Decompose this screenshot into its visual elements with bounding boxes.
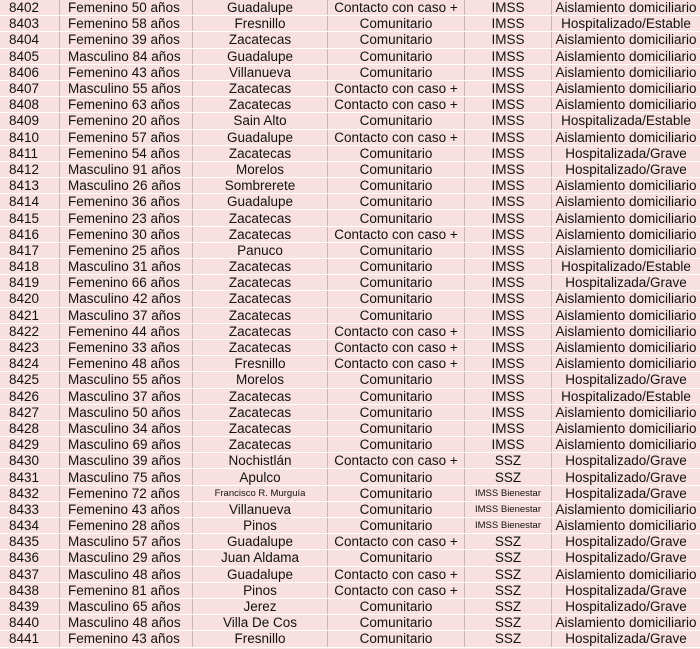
status-cell: Hospitalizada/Grave xyxy=(552,631,700,647)
case-id-cell: 8404 xyxy=(0,32,60,48)
case-id-cell: 8427 xyxy=(0,404,60,420)
status-cell: Hospitalizado/Estable xyxy=(552,259,700,275)
sex-age-cell: Femenino 50 años xyxy=(60,0,193,16)
status-cell: Aislamiento domiciliario xyxy=(552,615,700,631)
municipality-cell: Sain Alto xyxy=(193,113,328,129)
case-id-cell: 8440 xyxy=(0,615,60,631)
transmission-type-cell: Contacto con caso + xyxy=(328,534,465,550)
sex-age-cell: Masculino 65 años xyxy=(60,598,193,614)
transmission-type-cell: Comunitario xyxy=(328,388,465,404)
sex-age-cell: Femenino 63 años xyxy=(60,97,193,113)
status-cell: Aislamiento domiciliario xyxy=(552,404,700,420)
institution-cell: IMSS Bienestar xyxy=(465,518,552,534)
transmission-type-cell: Comunitario xyxy=(328,615,465,631)
case-id-cell: 8402 xyxy=(0,0,60,16)
status-cell: Aislamiento domiciliario xyxy=(552,323,700,339)
institution-cell: IMSS xyxy=(465,323,552,339)
sex-age-cell: Masculino 26 años xyxy=(60,178,193,194)
transmission-type-cell: Comunitario xyxy=(328,16,465,32)
status-cell: Hospitalizado/Grave xyxy=(552,534,700,550)
municipality-cell: Sombrerete xyxy=(193,178,328,194)
case-id-cell: 8438 xyxy=(0,582,60,598)
sex-age-cell: Masculino 48 años xyxy=(60,566,193,582)
institution-cell: SSZ xyxy=(465,615,552,631)
institution-cell: IMSS xyxy=(465,32,552,48)
sex-age-cell: Masculino 31 años xyxy=(60,259,193,275)
transmission-type-cell: Comunitario xyxy=(328,501,465,517)
case-id-cell: 8439 xyxy=(0,598,60,614)
table-row xyxy=(0,437,700,453)
table-row xyxy=(0,534,700,550)
table-row xyxy=(0,210,700,226)
status-cell: Hospitalizado/Grave xyxy=(552,550,700,566)
status-cell: Aislamiento domiciliario xyxy=(552,420,700,436)
table-row xyxy=(0,161,700,177)
sex-age-cell: Femenino 25 años xyxy=(60,242,193,258)
institution-cell: IMSS xyxy=(465,404,552,420)
municipality-cell: Zacatecas xyxy=(193,437,328,453)
case-id-cell: 8430 xyxy=(0,453,60,469)
sex-age-cell: Masculino 29 años xyxy=(60,550,193,566)
table-row xyxy=(0,48,700,64)
status-cell: Aislamiento domiciliario xyxy=(552,226,700,242)
transmission-type-cell: Comunitario xyxy=(328,178,465,194)
sex-age-cell: Masculino 37 años xyxy=(60,307,193,323)
institution-cell: IMSS xyxy=(465,161,552,177)
status-cell: Aislamiento domiciliario xyxy=(552,307,700,323)
table-row xyxy=(0,291,700,307)
table-row xyxy=(0,194,700,210)
municipality-cell: Guadalupe xyxy=(193,194,328,210)
status-cell: Hospitalizado/Estable xyxy=(552,388,700,404)
institution-cell: SSZ xyxy=(465,550,552,566)
case-id-cell: 8415 xyxy=(0,210,60,226)
table-row xyxy=(0,501,700,517)
transmission-type-cell: Comunitario xyxy=(328,210,465,226)
municipality-cell: Nochistlán xyxy=(193,453,328,469)
sex-age-cell: Femenino 36 años xyxy=(60,194,193,210)
table-row xyxy=(0,259,700,275)
case-id-cell: 8416 xyxy=(0,226,60,242)
transmission-type-cell: Contacto con caso + xyxy=(328,339,465,355)
transmission-type-cell: Comunitario xyxy=(328,598,465,614)
institution-cell: SSZ xyxy=(465,534,552,550)
status-cell: Aislamiento domiciliario xyxy=(552,64,700,80)
sex-age-cell: Femenino 72 años xyxy=(60,485,193,501)
institution-cell: IMSS xyxy=(465,307,552,323)
institution-cell: IMSS Bienestar xyxy=(465,501,552,517)
municipality-cell: Guadalupe xyxy=(193,566,328,582)
institution-cell: IMSS xyxy=(465,226,552,242)
status-cell: Hospitalizado/Grave xyxy=(552,453,700,469)
institution-cell: IMSS xyxy=(465,97,552,113)
transmission-type-cell: Contacto con caso + xyxy=(328,0,465,16)
case-id-cell: 8410 xyxy=(0,129,60,145)
status-cell: Hospitalizado/Estable xyxy=(552,16,700,32)
institution-cell: IMSS xyxy=(465,437,552,453)
table-row xyxy=(0,615,700,631)
case-id-cell: 8403 xyxy=(0,16,60,32)
municipality-cell: Zacatecas xyxy=(193,32,328,48)
case-id-cell: 8406 xyxy=(0,64,60,80)
municipality-cell: Zacatecas xyxy=(193,210,328,226)
case-id-cell: 8420 xyxy=(0,291,60,307)
case-id-cell: 8422 xyxy=(0,323,60,339)
table-row xyxy=(0,323,700,339)
table-row xyxy=(0,226,700,242)
municipality-cell: Zacatecas xyxy=(193,323,328,339)
sex-age-cell: Femenino 43 años xyxy=(60,64,193,80)
municipality-cell: Jerez xyxy=(193,598,328,614)
case-id-cell: 8432 xyxy=(0,485,60,501)
institution-cell: IMSS xyxy=(465,242,552,258)
sex-age-cell: Femenino 48 años xyxy=(60,356,193,372)
institution-cell: SSZ xyxy=(465,566,552,582)
transmission-type-cell: Contacto con caso + xyxy=(328,80,465,96)
institution-cell: SSZ xyxy=(465,453,552,469)
institution-cell: IMSS xyxy=(465,80,552,96)
status-cell: Hospitalizada/Grave xyxy=(552,275,700,291)
sex-age-cell: Masculino 37 años xyxy=(60,388,193,404)
status-cell: Aislamiento domiciliario xyxy=(552,178,700,194)
sex-age-cell: Masculino 55 años xyxy=(60,372,193,388)
transmission-type-cell: Comunitario xyxy=(328,631,465,647)
case-id-cell: 8413 xyxy=(0,178,60,194)
status-cell: Hospitalizada/Estable xyxy=(552,113,700,129)
municipality-cell: Zacatecas xyxy=(193,97,328,113)
institution-cell: IMSS xyxy=(465,0,552,16)
transmission-type-cell: Comunitario xyxy=(328,161,465,177)
status-cell: Aislamiento domiciliario xyxy=(552,194,700,210)
case-id-cell: 8412 xyxy=(0,161,60,177)
municipality-cell: Fresnillo xyxy=(193,16,328,32)
table-row xyxy=(0,598,700,614)
municipality-cell: Zacatecas xyxy=(193,226,328,242)
municipality-cell: Morelos xyxy=(193,372,328,388)
case-id-cell: 8428 xyxy=(0,420,60,436)
transmission-type-cell: Comunitario xyxy=(328,145,465,161)
case-id-cell: 8434 xyxy=(0,518,60,534)
municipality-cell: Fresnillo xyxy=(193,631,328,647)
case-id-cell: 8417 xyxy=(0,242,60,258)
case-id-cell: 8411 xyxy=(0,145,60,161)
table-row xyxy=(0,242,700,258)
table-row xyxy=(0,420,700,436)
sex-age-cell: Masculino 34 años xyxy=(60,420,193,436)
transmission-type-cell: Comunitario xyxy=(328,259,465,275)
transmission-type-cell: Comunitario xyxy=(328,242,465,258)
institution-cell: IMSS xyxy=(465,275,552,291)
status-cell: Aislamiento domiciliario xyxy=(552,97,700,113)
institution-cell: SSZ xyxy=(465,469,552,485)
transmission-type-cell: Comunitario xyxy=(328,550,465,566)
status-cell: Aislamiento domiciliario xyxy=(552,339,700,355)
transmission-type-cell: Contacto con caso + xyxy=(328,97,465,113)
table-row xyxy=(0,356,700,372)
municipality-cell: Juan Aldama xyxy=(193,550,328,566)
sex-age-cell: Masculino 84 años xyxy=(60,48,193,64)
transmission-type-cell: Comunitario xyxy=(328,437,465,453)
transmission-type-cell: Contacto con caso + xyxy=(328,582,465,598)
institution-cell: IMSS xyxy=(465,372,552,388)
table-row xyxy=(0,129,700,145)
municipality-cell: Morelos xyxy=(193,161,328,177)
transmission-type-cell: Comunitario xyxy=(328,485,465,501)
sex-age-cell: Femenino 44 años xyxy=(60,323,193,339)
status-cell: Aislamiento domiciliario xyxy=(552,356,700,372)
case-id-cell: 8425 xyxy=(0,372,60,388)
institution-cell: IMSS xyxy=(465,291,552,307)
table-row xyxy=(0,145,700,161)
table-row xyxy=(0,0,700,16)
table-row xyxy=(0,32,700,48)
sex-age-cell: Femenino 33 años xyxy=(60,339,193,355)
sex-age-cell: Femenino 20 años xyxy=(60,113,193,129)
municipality-cell: Guadalupe xyxy=(193,129,328,145)
sex-age-cell: Femenino 39 años xyxy=(60,32,193,48)
case-id-cell: 8435 xyxy=(0,534,60,550)
transmission-type-cell: Contacto con caso + xyxy=(328,323,465,339)
municipality-cell: Villa De Cos xyxy=(193,615,328,631)
status-cell: Hospitalizado/Grave xyxy=(552,161,700,177)
case-id-cell: 8437 xyxy=(0,566,60,582)
table-row xyxy=(0,566,700,582)
municipality-cell: Apulco xyxy=(193,469,328,485)
transmission-type-cell: Comunitario xyxy=(328,307,465,323)
municipality-cell: Fresnillo xyxy=(193,356,328,372)
table-row xyxy=(0,339,700,355)
sex-age-cell: Masculino 75 años xyxy=(60,469,193,485)
transmission-type-cell: Comunitario xyxy=(328,113,465,129)
table-row xyxy=(0,388,700,404)
municipality-cell: Villanueva xyxy=(193,501,328,517)
institution-cell: IMSS xyxy=(465,210,552,226)
table-row xyxy=(0,631,700,647)
transmission-type-cell: Comunitario xyxy=(328,372,465,388)
sex-age-cell: Femenino 23 años xyxy=(60,210,193,226)
sex-age-cell: Masculino 91 años xyxy=(60,161,193,177)
transmission-type-cell: Comunitario xyxy=(328,404,465,420)
municipality-cell: Zacatecas xyxy=(193,145,328,161)
sex-age-cell: Masculino 69 años xyxy=(60,437,193,453)
institution-cell: IMSS xyxy=(465,339,552,355)
institution-cell: IMSS xyxy=(465,194,552,210)
transmission-type-cell: Comunitario xyxy=(328,291,465,307)
institution-cell: SSZ xyxy=(465,598,552,614)
institution-cell: IMSS xyxy=(465,129,552,145)
status-cell: Hospitalizada/Grave xyxy=(552,145,700,161)
table-row xyxy=(0,485,700,501)
case-id-cell: 8426 xyxy=(0,388,60,404)
municipality-cell: Francisco R. Murguía xyxy=(193,485,328,501)
institution-cell: IMSS xyxy=(465,356,552,372)
sex-age-cell: Femenino 66 años xyxy=(60,275,193,291)
table-row xyxy=(0,178,700,194)
case-id-cell: 8421 xyxy=(0,307,60,323)
status-cell: Aislamiento domiciliario xyxy=(552,437,700,453)
status-cell: Aislamiento domiciliario xyxy=(552,32,700,48)
table-row xyxy=(0,307,700,323)
table-row xyxy=(0,64,700,80)
case-id-cell: 8408 xyxy=(0,97,60,113)
transmission-type-cell: Comunitario xyxy=(328,275,465,291)
transmission-type-cell: Contacto con caso + xyxy=(328,566,465,582)
table-row xyxy=(0,275,700,291)
table-row xyxy=(0,97,700,113)
sex-age-cell: Masculino 39 años xyxy=(60,453,193,469)
sex-age-cell: Masculino 42 años xyxy=(60,291,193,307)
table-row xyxy=(0,372,700,388)
sex-age-cell: Femenino 30 años xyxy=(60,226,193,242)
sex-age-cell: Femenino 58 años xyxy=(60,16,193,32)
status-cell: Hospitalizada/Grave xyxy=(552,582,700,598)
municipality-cell: Panuco xyxy=(193,242,328,258)
case-id-cell: 8423 xyxy=(0,339,60,355)
table-row xyxy=(0,113,700,129)
municipality-cell: Guadalupe xyxy=(193,48,328,64)
table-row xyxy=(0,518,700,534)
transmission-type-cell: Comunitario xyxy=(328,469,465,485)
municipality-cell: Zacatecas xyxy=(193,307,328,323)
status-cell: Hospitalizado/Grave xyxy=(552,372,700,388)
table-row xyxy=(0,550,700,566)
transmission-type-cell: Contacto con caso + xyxy=(328,453,465,469)
institution-cell: IMSS Bienestar xyxy=(465,485,552,501)
case-id-cell: 8431 xyxy=(0,469,60,485)
institution-cell: SSZ xyxy=(465,631,552,647)
transmission-type-cell: Contacto con caso + xyxy=(328,226,465,242)
case-id-cell: 8418 xyxy=(0,259,60,275)
status-cell: Aislamiento domiciliario xyxy=(552,129,700,145)
municipality-cell: Zacatecas xyxy=(193,291,328,307)
table-row xyxy=(0,469,700,485)
case-id-cell: 8433 xyxy=(0,501,60,517)
table-row xyxy=(0,16,700,32)
transmission-type-cell: Contacto con caso + xyxy=(328,356,465,372)
municipality-cell: Guadalupe xyxy=(193,534,328,550)
municipality-cell: Zacatecas xyxy=(193,339,328,355)
transmission-type-cell: Comunitario xyxy=(328,64,465,80)
transmission-type-cell: Comunitario xyxy=(328,48,465,64)
sex-age-cell: Masculino 48 años xyxy=(60,615,193,631)
case-id-cell: 8409 xyxy=(0,113,60,129)
municipality-cell: Pinos xyxy=(193,582,328,598)
institution-cell: IMSS xyxy=(465,420,552,436)
status-cell: Aislamiento domiciliario xyxy=(552,48,700,64)
institution-cell: IMSS xyxy=(465,48,552,64)
institution-cell: IMSS xyxy=(465,388,552,404)
municipality-cell: Zacatecas xyxy=(193,80,328,96)
institution-cell: SSZ xyxy=(465,582,552,598)
transmission-type-cell: Comunitario xyxy=(328,194,465,210)
sex-age-cell: Femenino 81 años xyxy=(60,582,193,598)
sex-age-cell: Masculino 55 años xyxy=(60,80,193,96)
municipality-cell: Zacatecas xyxy=(193,420,328,436)
table-row xyxy=(0,80,700,96)
institution-cell: IMSS xyxy=(465,16,552,32)
sex-age-cell: Femenino 57 años xyxy=(60,129,193,145)
institution-cell: IMSS xyxy=(465,178,552,194)
sex-age-cell: Femenino 43 años xyxy=(60,501,193,517)
transmission-type-cell: Comunitario xyxy=(328,32,465,48)
case-id-cell: 8407 xyxy=(0,80,60,96)
status-cell: Aislamiento domiciliario xyxy=(552,518,700,534)
status-cell: Hospitalizado/Grave xyxy=(552,598,700,614)
municipality-cell: Zacatecas xyxy=(193,275,328,291)
case-id-cell: 8414 xyxy=(0,194,60,210)
case-id-cell: 8405 xyxy=(0,48,60,64)
status-cell: Aislamiento domiciliario xyxy=(552,0,700,16)
sex-age-cell: Masculino 57 años xyxy=(60,534,193,550)
case-id-cell: 8419 xyxy=(0,275,60,291)
status-cell: Aislamiento domiciliario xyxy=(552,566,700,582)
transmission-type-cell: Comunitario xyxy=(328,420,465,436)
case-id-cell: 8424 xyxy=(0,356,60,372)
status-cell: Aislamiento domiciliario xyxy=(552,210,700,226)
table-row xyxy=(0,404,700,420)
case-id-cell: 8429 xyxy=(0,437,60,453)
municipality-cell: Pinos xyxy=(193,518,328,534)
sex-age-cell: Femenino 43 años xyxy=(60,631,193,647)
sex-age-cell: Masculino 50 años xyxy=(60,404,193,420)
table-row xyxy=(0,582,700,598)
institution-cell: IMSS xyxy=(465,113,552,129)
status-cell: Aislamiento domiciliario xyxy=(552,242,700,258)
municipality-cell: Zacatecas xyxy=(193,404,328,420)
status-cell: Hospitalizada/Grave xyxy=(552,485,700,501)
institution-cell: IMSS xyxy=(465,259,552,275)
institution-cell: IMSS xyxy=(465,64,552,80)
status-cell: Aislamiento domiciliario xyxy=(552,501,700,517)
municipality-cell: Zacatecas xyxy=(193,259,328,275)
table-row xyxy=(0,453,700,469)
status-cell: Aislamiento domiciliario xyxy=(552,80,700,96)
municipality-cell: Zacatecas xyxy=(193,388,328,404)
transmission-type-cell: Comunitario xyxy=(328,518,465,534)
case-id-cell: 8436 xyxy=(0,550,60,566)
sex-age-cell: Femenino 28 años xyxy=(60,518,193,534)
transmission-type-cell: Contacto con caso + xyxy=(328,129,465,145)
municipality-cell: Villanueva xyxy=(193,64,328,80)
status-cell: Hospitalizado/Grave xyxy=(552,469,700,485)
institution-cell: IMSS xyxy=(465,145,552,161)
status-cell: Aislamiento domiciliario xyxy=(552,291,700,307)
sex-age-cell: Femenino 54 años xyxy=(60,145,193,161)
case-id-cell: 8441 xyxy=(0,631,60,647)
municipality-cell: Guadalupe xyxy=(193,0,328,16)
